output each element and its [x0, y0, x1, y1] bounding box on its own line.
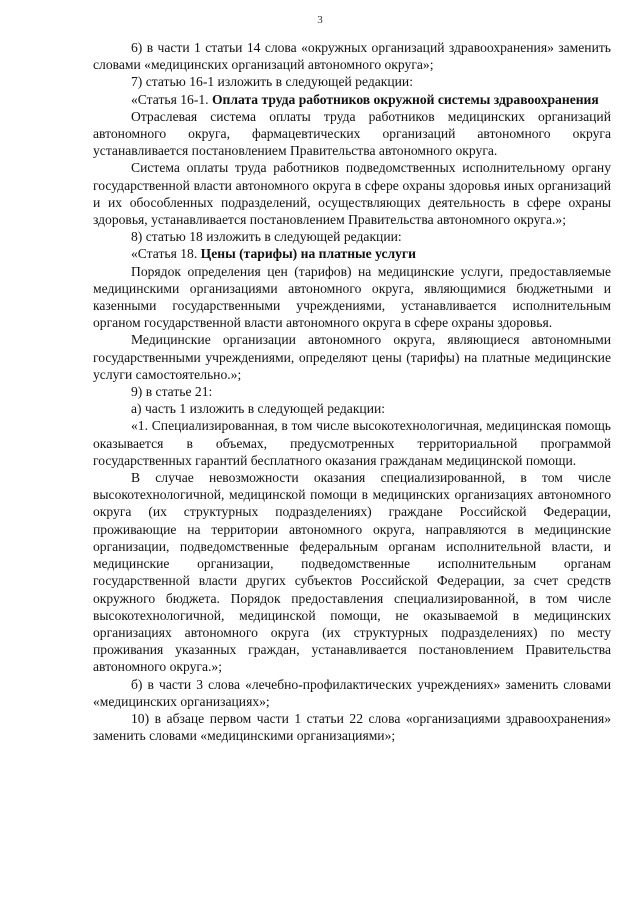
article-18-heading: Цены (тарифы) на платные услуги	[200, 246, 416, 262]
article-18-title	[93, 245, 611, 262]
page-number: 3	[317, 14, 323, 26]
paragraph-art16-1-part2: Система оплаты труда работников подведомственных исполнительному органу государственной власти автономного округа в сфере охраны здоровья иных организаций и их обособленных подразделений, осуществляющих деятельность в сфере охраны здоровья, устанавливается постановлением Правительства автономного округа.»;	[93, 160, 611, 228]
paragraph-item10: 10) в абзаце первом части 1 статьи 22 слова «организациями здравоохранения» заменить словами «медицинскими организациями»;	[93, 710, 611, 744]
paragraph-art18-part1: Порядок определения цен (тарифов) на медицинские услуги, предоставляемые медицинскими организациями автономного округа, являющимися бюджетными и казенными государственными учреждениями, устанавливается исполнительным органом государственной власти автономного округа в сфере охраны здоровья.	[93, 263, 611, 331]
article-18-prefix: «Статья 18.	[131, 246, 201, 262]
article-16-1-heading: Оплата труда работников окружной системы здравоохранения	[211, 91, 599, 107]
paragraph-amend-art14: 6) в части 1 статьи 14 слова «окружных организаций здравоохранения» заменить словами «медицинских организаций автономного округа»;	[93, 40, 611, 73]
paragraph-item9-intro: 9) в статье 21:	[131, 384, 213, 400]
article-16-1-title	[93, 91, 611, 108]
document-body	[93, 39, 611, 744]
paragraph-art16-1-part1: Отраслевая система оплаты труда работников медицинских организаций автономного округа, фармацевтических организаций автономного округа устанавливается постановлением Правительства автономного округа.	[93, 108, 611, 159]
paragraph-item8-intro: 8) статью 18 изложить в следующей редакции:	[131, 229, 402, 245]
paragraph-art21-part1: «1. Специализированная, в том числе высокотехнологичная, медицинская помощь оказывается в объемах, предусмотренных территориальной программой государственных гарантий бесплатного оказания гражданам медицинской помощи.	[93, 418, 611, 468]
paragraph-art18-part2: Медицинские организации автономного округа, являющиеся автономными государственными учреждениями, определяют цены (тарифы) на платные медицинские услуги самостоятельно.»;	[93, 332, 611, 382]
paragraph-item7-intro: 7) статью 16-1 изложить в следующей редакции:	[131, 74, 413, 90]
paragraph-item9b: б) в части 3 слова «лечебно-профилактических учреждениях» заменить словами «медицинских организациях»;	[93, 676, 611, 709]
article-16-1-prefix: «Статья 16-1.	[131, 91, 212, 107]
paragraph-item9a-intro: а) часть 1 изложить в следующей редакции:	[131, 401, 386, 417]
paragraph-art21-part1-cont: В случае невозможности оказания специализированной, в том числе высокотехнологичной, медицинской помощи в медицинских организациях автономного округа (их структурных подразделениях) граждане Российской Федерации, проживающие на территории автономного округа, направляются в медицинские организации, подведомственные федеральным органам исполнительной власти, и медицинские организации, подведомственные исполнительным органам государственной власти других субъектов Российской Федерации, за счет средств окружного бюджета. Порядок предоставления специализированной, в том числе высокотехнологичной, медицинской помощи, не оказываемой в медицинских организациях автономного округа (их структурных подразделениях) по месту проживания указанных граждан, устанавливается постановлением Правительства автономного округа.»;	[93, 470, 611, 675]
